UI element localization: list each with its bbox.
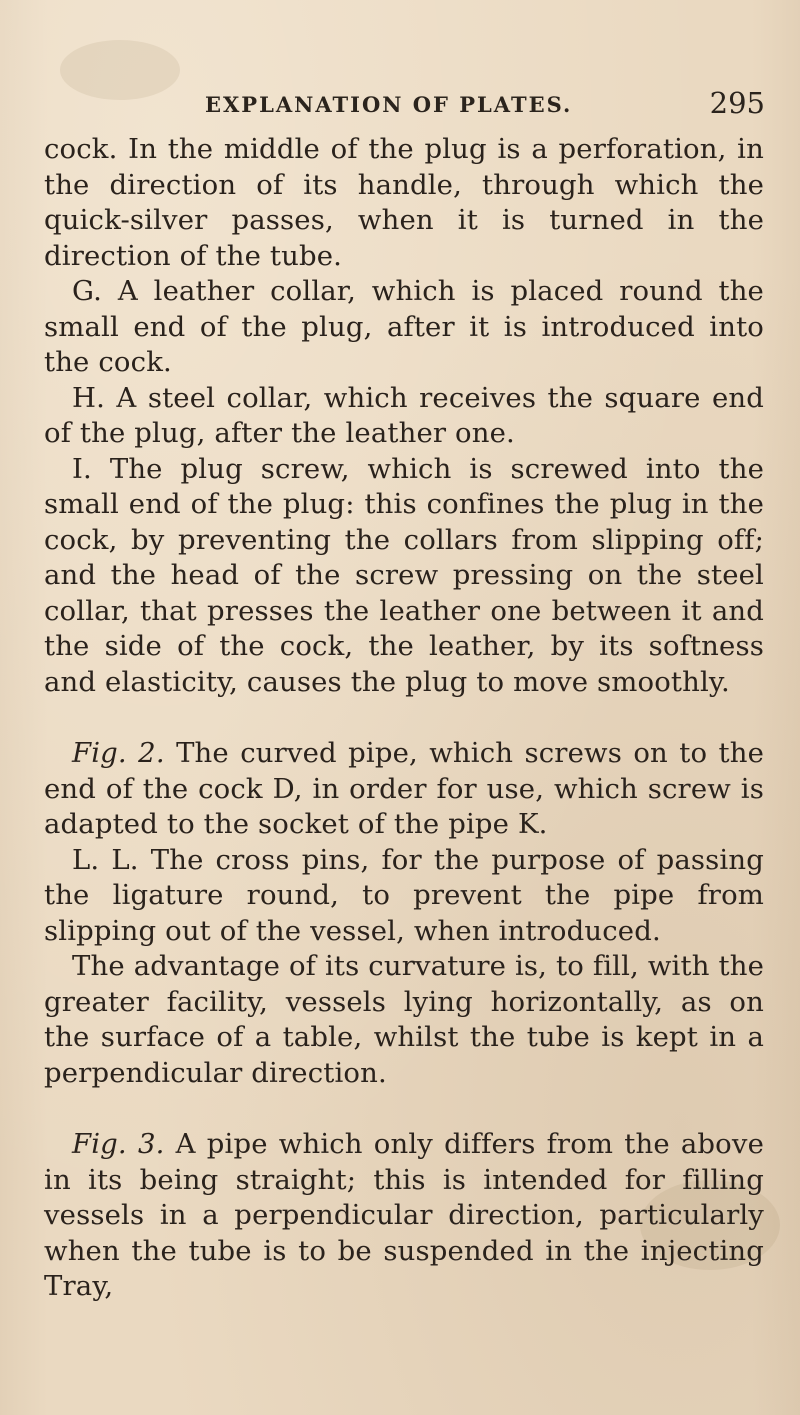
- page-header: [205, 86, 765, 126]
- paragraph-g-leather-collar: [44, 274, 764, 381]
- paragraph-text: The curved pipe, which screws on to the end of the cock D, in order for use, which screw is adapted to the socket of the pipe K.: [44, 737, 764, 840]
- paragraph-text: H. A steel collar, which receives the square end of the plug, after the leather one.: [44, 381, 764, 449]
- paragraph-text: L. L. The cross pins, for the purpose of passing the ligature round, to prevent the pipe from slipping out of the vessel, when introduced.: [44, 843, 764, 947]
- paragraph-i-plug-screw: [44, 452, 764, 701]
- paragraph-text: cock. In the middle of the plug is a perforation, in the direction of its handle, through which the quick-silver passes, when it is turned in the direction of the tube.: [44, 133, 764, 272]
- page-number: 295: [709, 86, 765, 120]
- paragraph-text: The advantage of its curvature is, to fill, with the greater facility, vessels lying horizontally, as on the surface of a table, whilst the tube is kept in a perpendicular direction.: [44, 950, 764, 1089]
- paragraph-text: I. The plug screw, which is screwed into the small end of the plug: this confines the plug in the cock, by preventing the collars from slipping off; and the head of the screw pressing on the steel collar, that presses the leather one between it and the side of the cock, the leather, by its softness and elasticity, causes the plug to move smoothly.: [44, 452, 764, 698]
- paragraph-fig-2: [44, 736, 764, 843]
- paragraph-cock-perforation: [44, 132, 764, 274]
- body-text: [44, 132, 764, 1305]
- paragraph-text: A pipe which only differs from the above in its being straight; this is intended for filling vessels in a perpendicular direction, particularly when the tube is to be suspended in the injecting Tray,: [44, 1128, 764, 1302]
- figure-label: Fig. 3.: [72, 1128, 165, 1160]
- paragraph-text: G. A leather collar, which is placed round the small end of the plug, after it is introduced into the cock.: [44, 275, 764, 378]
- paragraph-fig-3: [44, 1127, 764, 1305]
- running-head: EXPLANATION OF PLATES.: [205, 92, 573, 117]
- paragraph-l-cross-pins: [44, 843, 764, 950]
- paragraph-h-steel-collar: [44, 381, 764, 452]
- paragraph-curvature-advantage: [44, 949, 764, 1091]
- paper-stain: [60, 40, 180, 100]
- figure-label: Fig. 2.: [72, 737, 165, 769]
